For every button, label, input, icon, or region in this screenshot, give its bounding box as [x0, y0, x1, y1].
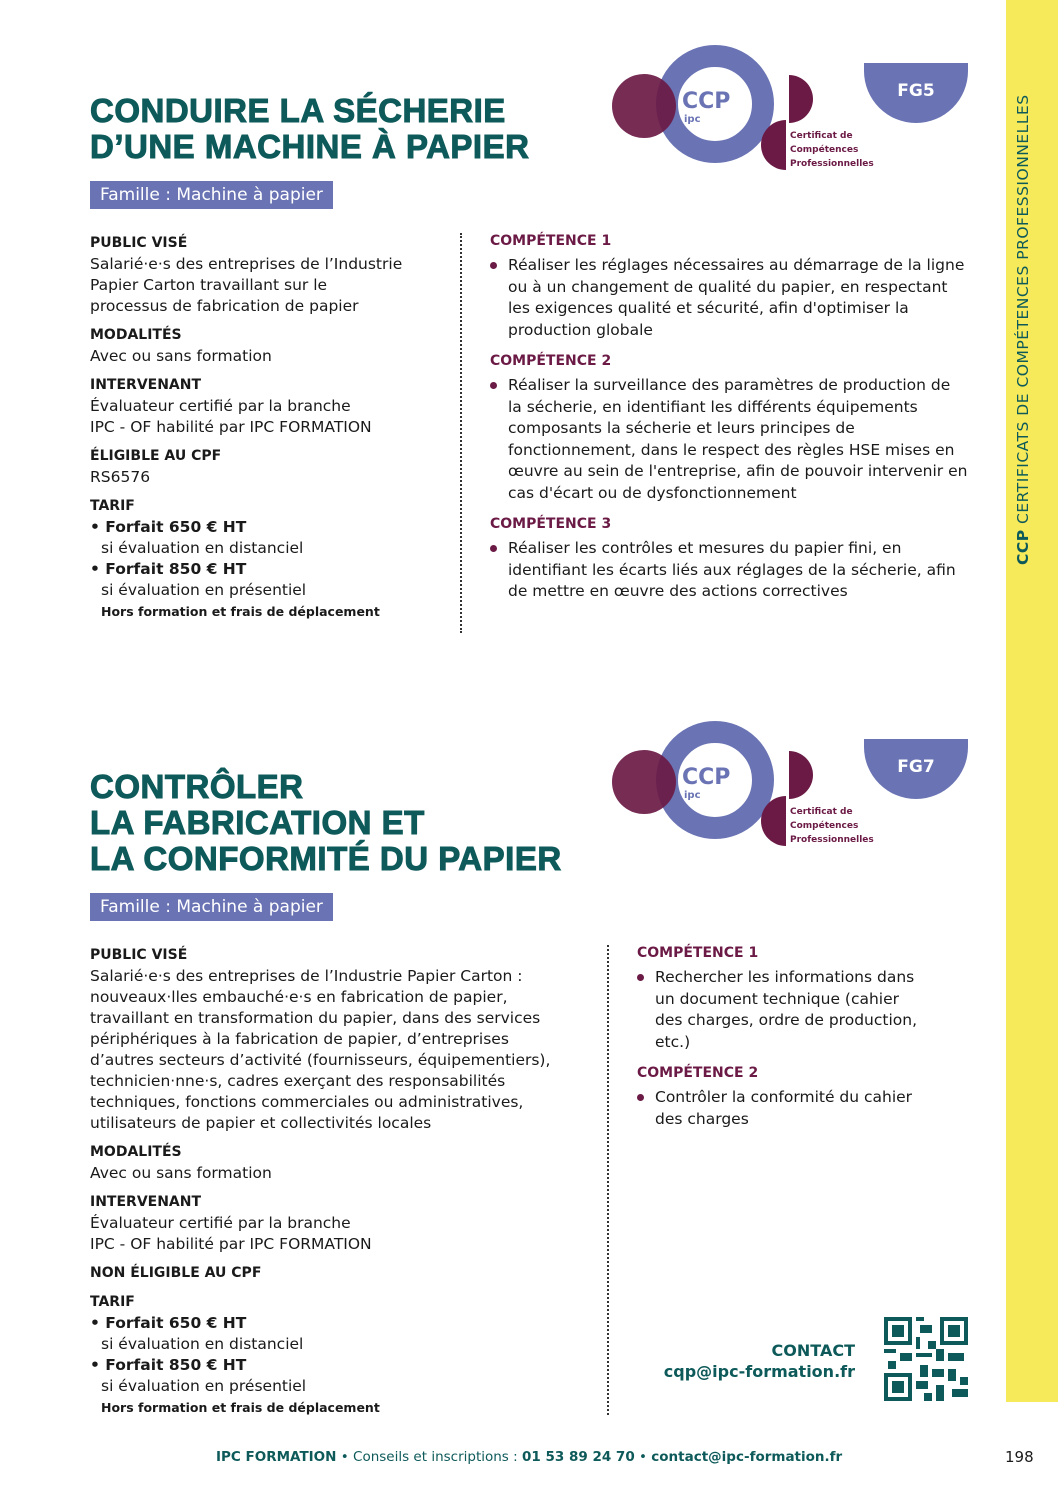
tarif-note: si évaluation en distanciel — [101, 539, 304, 557]
public-line: d’autres secteurs d’activité (fournisseurs, équipementiers), — [90, 1051, 551, 1069]
footer-email[interactable]: contact@ipc-formation.fr — [651, 1449, 843, 1465]
public-line: utilisateurs de papier et collectivités locales — [90, 1114, 432, 1132]
tarif-note: si évaluation en présentiel — [101, 581, 307, 599]
tarif-price: • Forfait 850 € HT — [90, 1356, 247, 1374]
public-line: techniques, fonctions commerciales ou administratives, — [90, 1093, 524, 1111]
public-line: Papier Carton travaillant sur le — [90, 276, 328, 294]
competence-label: COMPÉTENCE 2 — [490, 353, 612, 369]
info-column — [90, 233, 450, 622]
modalites-label: MODALITÉS — [90, 1144, 182, 1160]
intervenant-line: IPC - OF habilité par IPC FORMATION — [90, 1235, 372, 1253]
contact-label: CONTACT — [771, 1341, 855, 1360]
logo-caption-2: Compétences — [790, 821, 859, 831]
contact-email[interactable]: cqp@ipc-formation.fr — [663, 1362, 855, 1381]
ccp-logo — [610, 718, 880, 848]
column-divider — [607, 945, 609, 1415]
competence-label: COMPÉTENCE 2 — [637, 1065, 759, 1081]
qr-code-icon[interactable] — [884, 1317, 968, 1401]
page-number: 198 — [1005, 1448, 1034, 1466]
public-line: Salarié·e·s des entreprises de l’Industrie — [90, 255, 403, 273]
section-title — [90, 93, 529, 165]
intervenant-label: INTERVENANT — [90, 377, 202, 393]
code-badge: FG7 — [864, 739, 968, 799]
tarif-price: • Forfait 650 € HT — [90, 518, 247, 536]
section-title — [90, 769, 562, 877]
logo-dot-circle — [612, 74, 676, 138]
competence-text: Contrôler la conformité du cahier des charges — [655, 1088, 913, 1128]
family-badge: Famille : Machine à papier — [90, 893, 333, 921]
ccp-section-fg5 — [0, 0, 1000, 660]
logo-ccp: CCP — [682, 89, 731, 114]
tarif-price: • Forfait 850 € HT — [90, 560, 247, 578]
competence-label: COMPÉTENCE 3 — [490, 516, 612, 532]
tarif-label: TARIF — [90, 1294, 135, 1310]
intervenant-line: Évaluateur certifié par la branche — [90, 397, 351, 415]
ccp-logo — [610, 42, 880, 172]
logo-half-disc-top — [789, 751, 813, 799]
modalites-value: Avec ou sans formation — [90, 1164, 272, 1182]
tarif-footnote: Hors formation et frais de déplacement — [101, 604, 380, 619]
bullet-icon — [490, 545, 497, 552]
sidebar-band — [1006, 0, 1058, 1402]
competence-item — [490, 375, 968, 504]
competence-label: COMPÉTENCE 1 — [490, 233, 612, 249]
competence-item — [637, 967, 917, 1053]
competence-label: COMPÉTENCE 1 — [637, 945, 759, 961]
sidebar-label-bold: CCP — [1014, 529, 1032, 565]
tarif-label: TARIF — [90, 498, 135, 514]
competence-text: Réaliser les réglages nécessaires au démarrage de la ligne ou à un changement de qualité du papier, en respectant les exigences qualité et sécurité, afin d'optimiser la production globale — [508, 256, 965, 339]
footer-sep: • — [336, 1449, 354, 1465]
footer-phone[interactable]: 01 53 89 24 70 — [521, 1449, 635, 1465]
title-line: LA FABRICATION ET — [90, 804, 425, 841]
competence-item — [637, 1087, 917, 1130]
sidebar-label — [1014, 94, 1032, 565]
contact-block — [640, 1340, 855, 1382]
footer — [216, 1449, 842, 1465]
logo-half-disc-top — [789, 75, 813, 123]
competences-column — [490, 221, 968, 603]
logo-ipc: ipc — [684, 790, 701, 801]
title-line: CONDUIRE LA SÉCHERIE — [90, 92, 506, 129]
competence-item — [490, 255, 968, 341]
ccp-section-fg7 — [0, 676, 1000, 1415]
cpf-label: NON ÉLIGIBLE AU CPF — [90, 1265, 262, 1281]
intervenant-line: IPC - OF habilité par IPC FORMATION — [90, 418, 372, 436]
public-line: Salarié·e·s des entreprises de l’Industrie Papier Carton : — [90, 967, 523, 985]
logo-ccp: CCP — [682, 765, 731, 790]
public-line: technicien·nne·s, cadres exerçant des responsabilités — [90, 1072, 506, 1090]
public-line: processus de fabrication de papier — [90, 297, 359, 315]
footer-text: Conseils et inscriptions : — [353, 1449, 522, 1465]
logo-caption-3: Professionnelles — [790, 835, 874, 845]
modalites-value: Avec ou sans formation — [90, 347, 272, 365]
info-column — [90, 945, 590, 1418]
bullet-icon — [490, 382, 497, 389]
bullet-icon — [637, 1094, 644, 1101]
competence-text: Réaliser la surveillance des paramètres de production de la sécherie, en identifiant les différents équipements composants la sécherie et leurs principes de fonctionnement, dans le respect des règles HSE mises en œuvre au sein de l'entreprise, afin de pouvoir intervenir en cas d'écart ou de dysfonctionnement — [508, 376, 968, 502]
logo-caption-1: Certificat de — [790, 131, 853, 141]
tarif-note: si évaluation en distanciel — [101, 1335, 304, 1353]
logo-caption-3: Professionnelles — [790, 159, 874, 169]
intervenant-line: Évaluateur certifié par la branche — [90, 1214, 351, 1232]
intervenant-label: INTERVENANT — [90, 1194, 202, 1210]
modalites-label: MODALITÉS — [90, 327, 182, 343]
tarif-note: si évaluation en présentiel — [101, 1377, 307, 1395]
competence-text: Réaliser les contrôles et mesures du papier fini, en identifiant les écarts liés aux réglages de la sécherie, afin de mettre en œuvre des actions correctives — [508, 539, 956, 600]
public-line: périphériques à la fabrication de papier, d’entreprises — [90, 1030, 509, 1048]
cpf-label: ÉLIGIBLE AU CPF — [90, 448, 222, 464]
family-badge: Famille : Machine à papier — [90, 181, 333, 209]
code-badge: FG5 — [864, 63, 968, 123]
competence-text: Rechercher les informations dans un document technique (cahier des charges, ordre de production, etc.) — [655, 968, 918, 1051]
title-line: D’UNE MACHINE À PAPIER — [90, 128, 530, 165]
footer-brand: IPC FORMATION — [216, 1449, 337, 1465]
sidebar-label-text: CERTIFICATS DE COMPÉTENCES PROFESSIONNELLES — [1014, 94, 1032, 530]
public-line: nouveaux·lles embauché·e·s en fabrication de papier, — [90, 988, 508, 1006]
title-line: CONTRÔLER — [90, 768, 304, 805]
public-label: PUBLIC VISÉ — [90, 235, 188, 251]
title-line: LA CONFORMITÉ DU PAPIER — [90, 840, 562, 877]
public-label: PUBLIC VISÉ — [90, 947, 188, 963]
cpf-value: RS6576 — [90, 468, 151, 486]
competences-column — [637, 933, 917, 1130]
tarif-price: • Forfait 650 € HT — [90, 1314, 247, 1332]
column-divider — [460, 233, 462, 633]
bullet-icon — [490, 262, 497, 269]
footer-sep: • — [634, 1449, 652, 1465]
public-line: travaillant en transformation du papier, dans des services — [90, 1009, 541, 1027]
competence-item — [490, 538, 968, 603]
logo-caption-1: Certificat de — [790, 807, 853, 817]
logo-caption-2: Compétences — [790, 145, 859, 155]
logo-dot-circle — [612, 750, 676, 814]
tarif-footnote: Hors formation et frais de déplacement — [101, 1400, 380, 1415]
logo-ipc: ipc — [684, 114, 701, 125]
bullet-icon — [637, 974, 644, 981]
